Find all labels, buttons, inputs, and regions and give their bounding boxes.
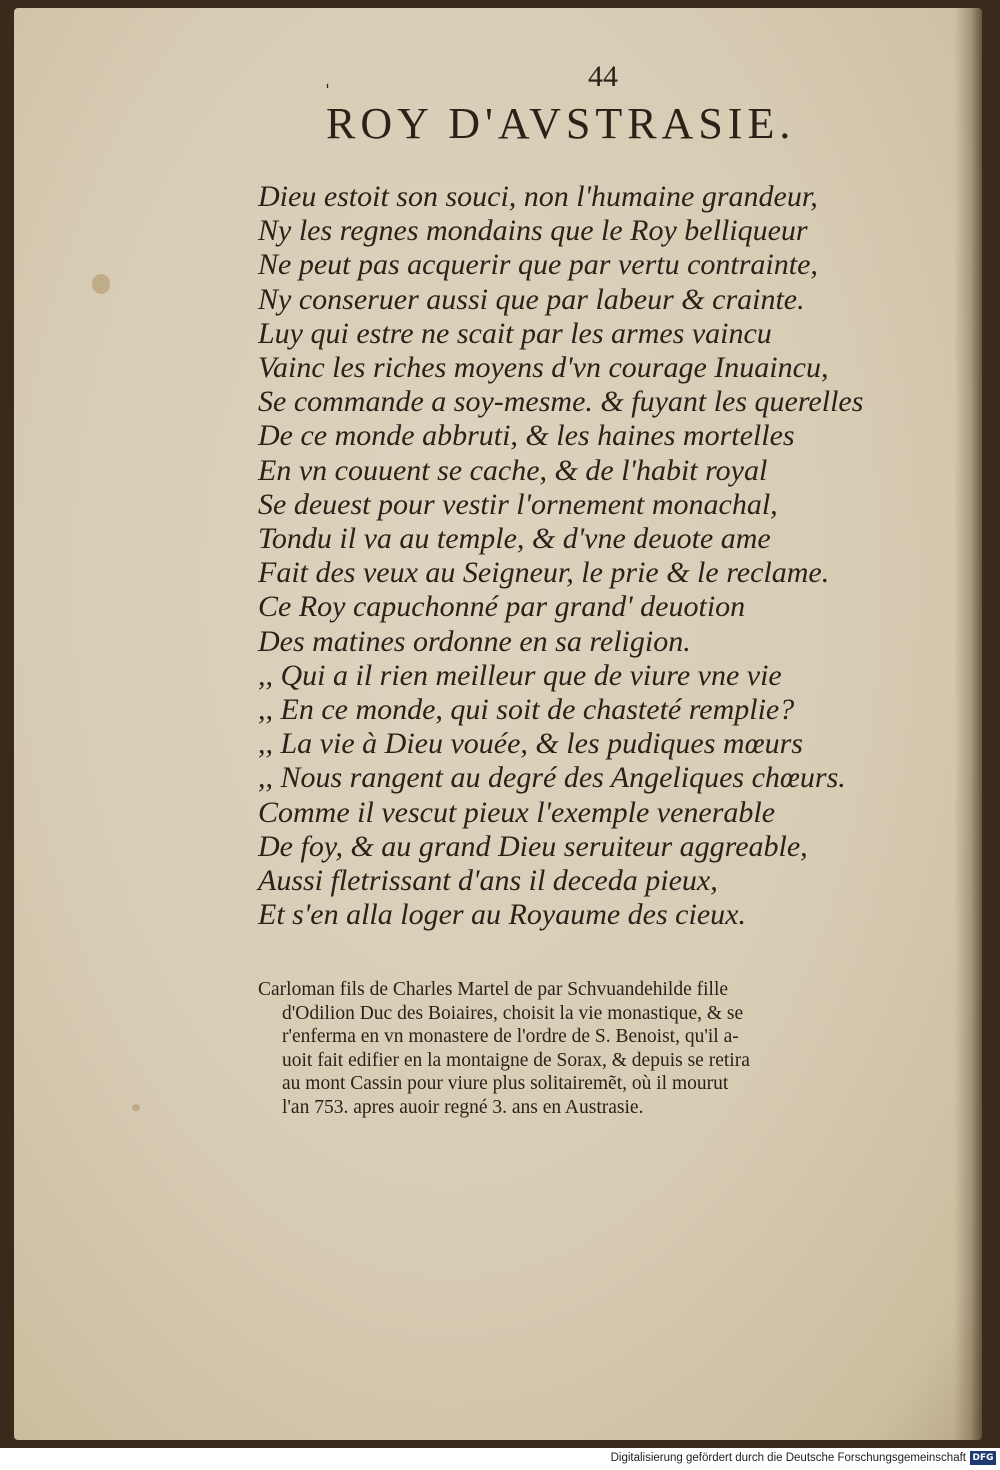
verse-line: Vainc les riches moyens d'vn courage Inuaincu, xyxy=(258,351,829,385)
note-line: uoit fait edifier en la montaigne de Sorax, & depuis se retira xyxy=(282,1049,750,1071)
dfg-logo: DFG xyxy=(970,1451,996,1465)
note-line: r'enferma en vn monastere de l'ordre de S. Benoist, qu'il a- xyxy=(282,1026,739,1048)
verse-line: Se commande a soy-mesme. & fuyant les querelles xyxy=(258,385,864,419)
verse-line: De ce monde abbruti, & les haines mortelles xyxy=(258,419,795,453)
verse-line: Des matines ordonne en sa religion. xyxy=(258,624,691,658)
verse-line: ,, La vie à Dieu vouée, & les pudiques mœurs xyxy=(258,727,803,761)
verse-line: ,, Qui a il rien meilleur que de viure vne vie xyxy=(258,658,782,692)
verse-line: Luy qui estre ne scait par les armes vaincu xyxy=(258,316,772,350)
running-head: ROY D'AVSTRASIE. xyxy=(326,99,796,148)
foxing-spot xyxy=(92,274,110,294)
verse-line: ,, En ce monde, qui soit de chasteté remplie? xyxy=(258,693,795,727)
verse-line: Comme il vescut pieux l'exemple venerable xyxy=(258,795,776,829)
verse-line: Ne peut pas acquerir que par vertu contrainte, xyxy=(258,248,818,282)
note-line: Carloman fils de Charles Martel de par Schvuandehilde fille xyxy=(258,979,729,1000)
footer-bar xyxy=(0,1448,1000,1470)
note-line: d'Odilion Duc des Boiaires, choisit la vie monastique, & se xyxy=(282,1002,744,1024)
note-line: au mont Cassin pour viure plus solitairemẽt, où il mourut xyxy=(282,1073,729,1095)
verse-text xyxy=(258,180,864,932)
foxing-spot xyxy=(132,1104,140,1111)
verse-line: En vn couuent se cache, & de l'habit royal xyxy=(258,453,768,487)
verse-line: Fait des veux au Seigneur, le prie & le reclame. xyxy=(258,556,830,590)
verse-line: Ny conseruer aussi que par labeur & crainte. xyxy=(258,282,805,316)
verse-line: ,, Nous rangent au degré des Angeliques chœurs. xyxy=(258,761,846,795)
verse-line: Et s'en alla loger au Royaume des cieux. xyxy=(258,898,746,932)
verse-line: Se deuest pour vestir l'ornement monachal, xyxy=(258,487,778,521)
historical-note xyxy=(258,978,868,1120)
margin-mark: ˌ xyxy=(325,70,330,91)
funding-credit: Digitalisierung gefördert durch die Deutsche Forschungsgemeinschaft xyxy=(610,1452,966,1464)
verse-line: Ny les regnes mondains que le Roy belliqueur xyxy=(258,214,808,248)
page-edge-shadow xyxy=(954,8,982,1440)
verse-line: De foy, & au grand Dieu seruiteur aggreable, xyxy=(258,829,808,863)
verse-line: Tondu il va au temple, & d'vne deuote ame xyxy=(258,522,771,556)
verse-line: Ce Roy capuchonné par grand' deuotion xyxy=(258,590,746,624)
note-line: l'an 753. apres auoir regné 3. ans en Austrasie. xyxy=(282,1096,644,1118)
verse-line: Aussi fletrissant d'ans il deceda pieux, xyxy=(258,864,718,898)
page-number: 44 xyxy=(588,60,618,93)
verse-line: Dieu estoit son souci, non l'humaine grandeur, xyxy=(258,180,818,213)
